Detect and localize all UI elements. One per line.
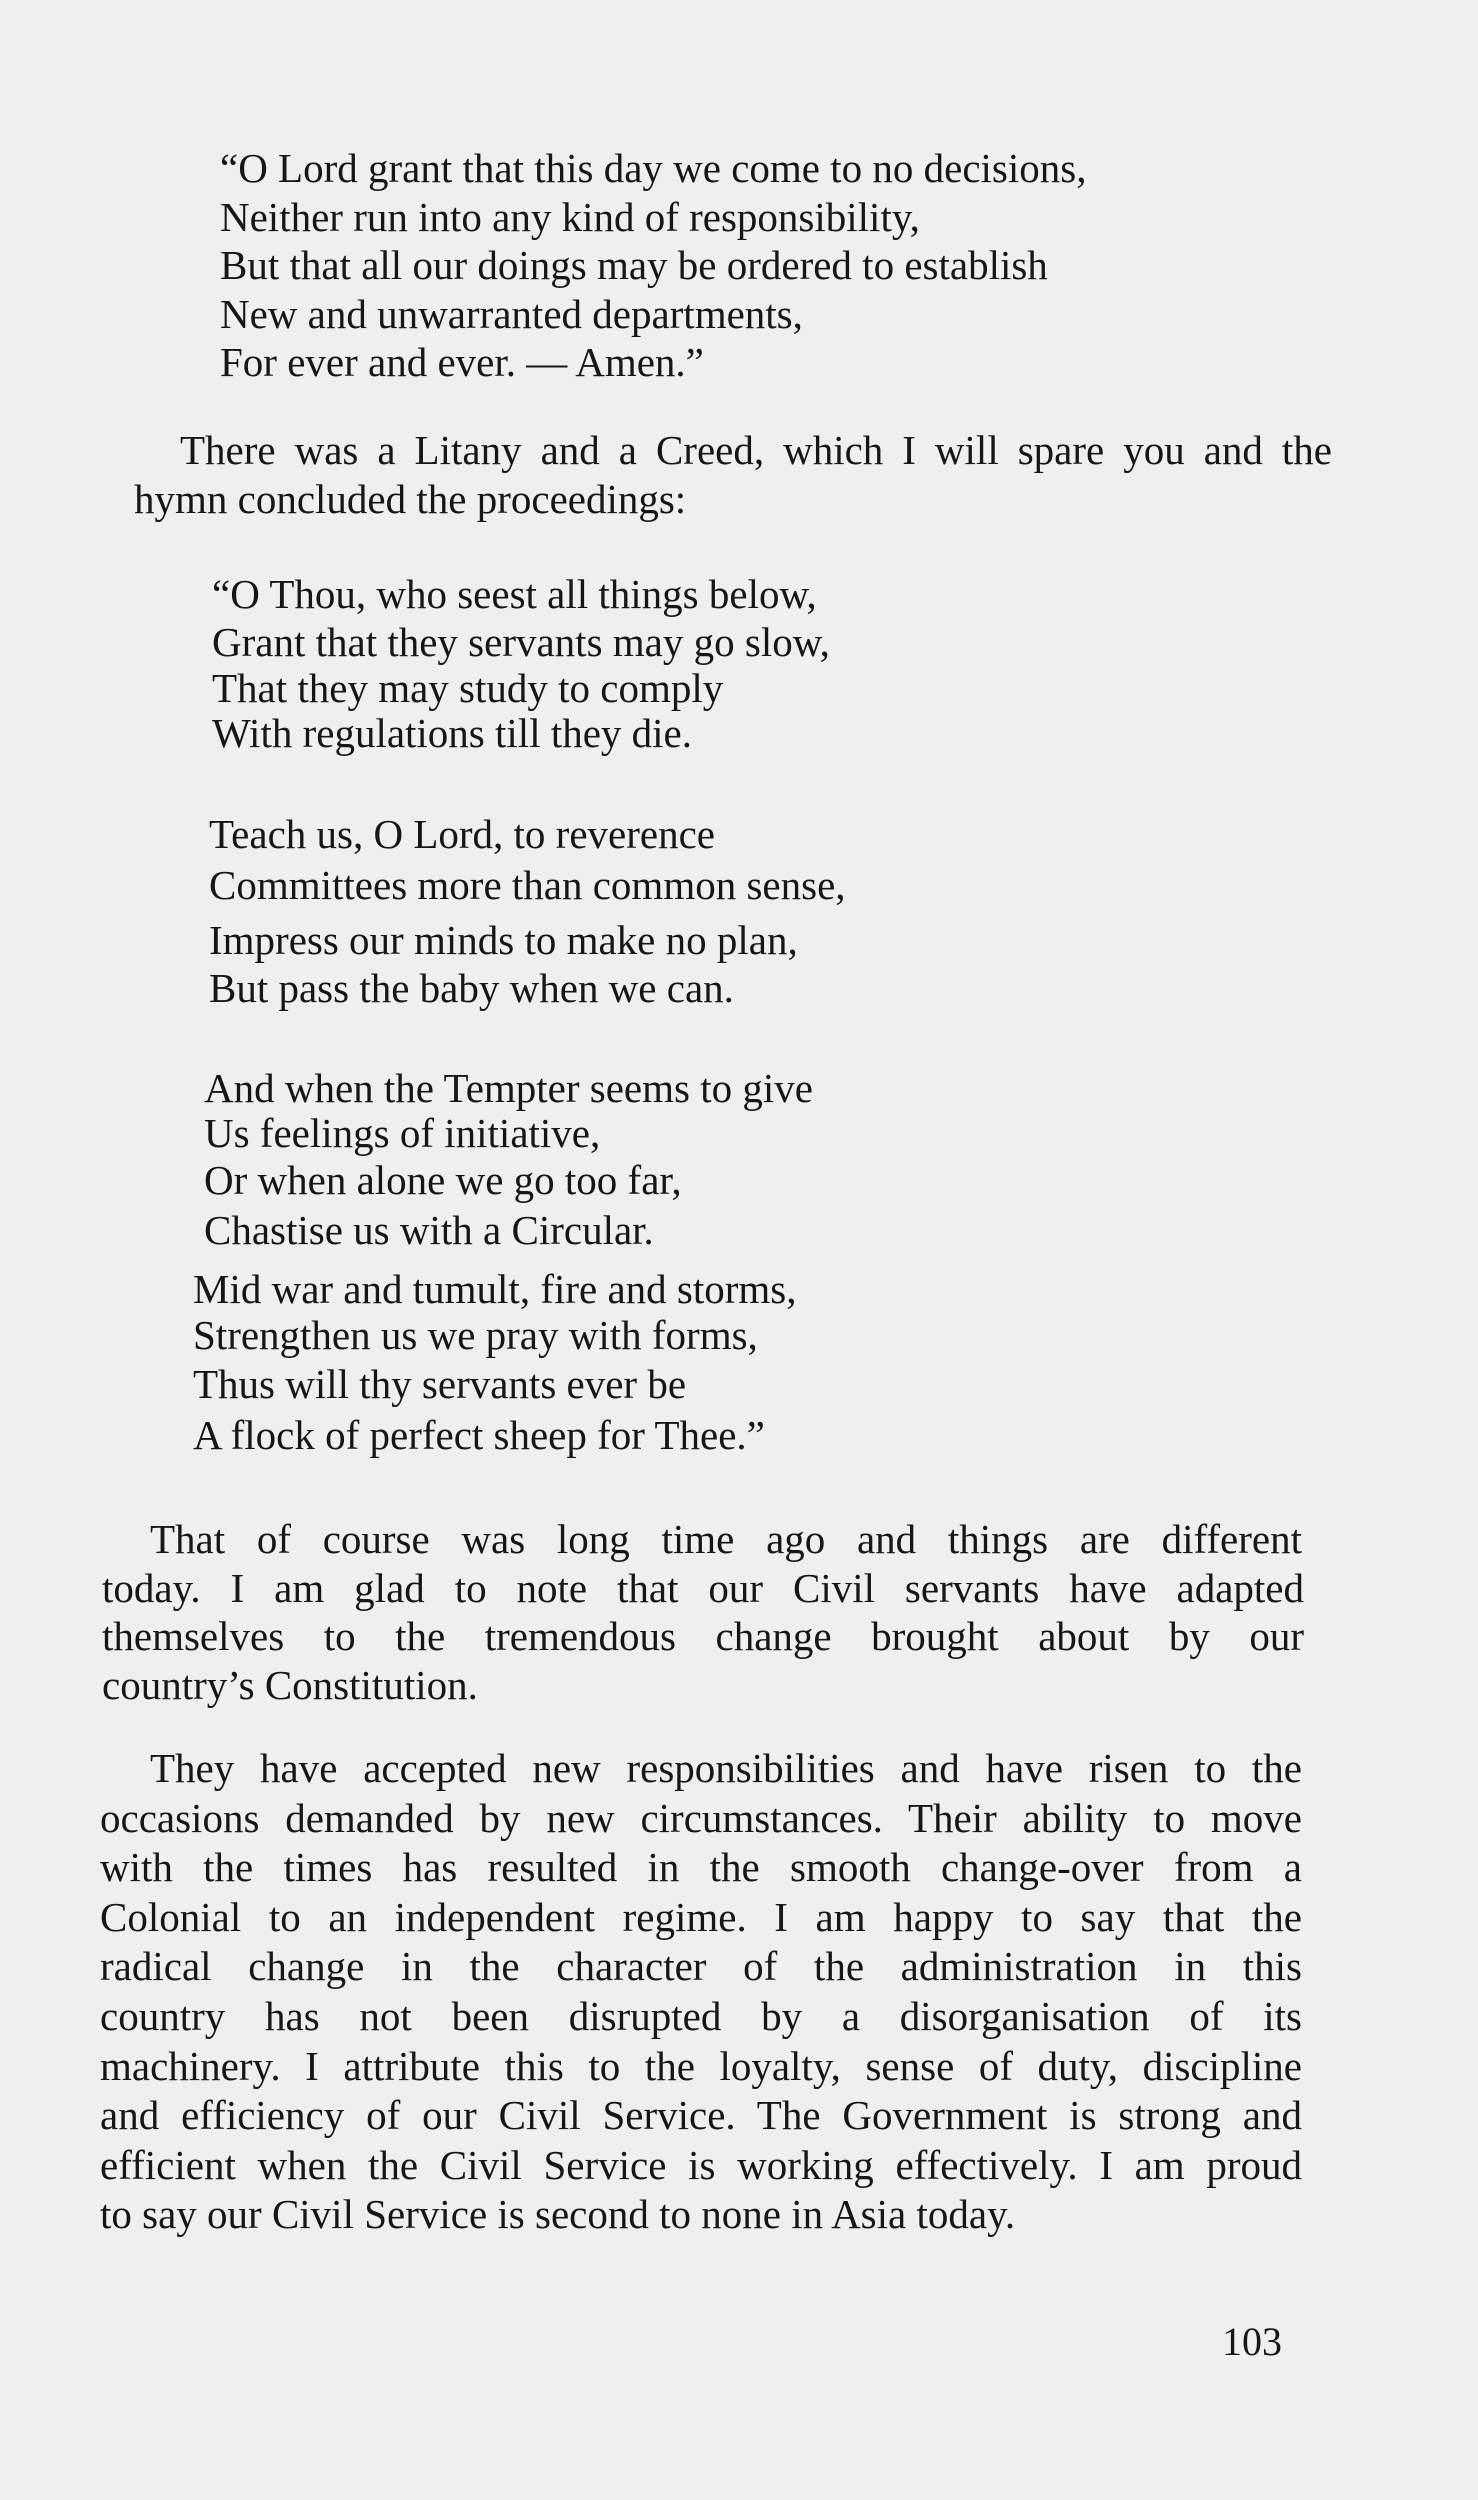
hymn-line: Us feelings of initiative, (204, 1110, 601, 1156)
paragraph-line: with the times has resulted in the smooth change-over from a (100, 1844, 1302, 1891)
paragraph-line: country’s Constitution. (102, 1661, 478, 1708)
hymn-line: Grant that they servants may go slow, (212, 619, 830, 665)
paragraph-line: That of course was long time ago and things are different (150, 1516, 1302, 1562)
paragraph-line: themselves to the tremendous change brought about by our (102, 1613, 1304, 1659)
paragraph-line: to say our Civil Service is second to none in Asia today. (100, 2191, 1016, 2238)
paragraph-line: today. I am glad to note that our Civil servants have adapted (102, 1564, 1304, 1611)
paragraph-line: and efficiency of our Civil Service. The Government is strong and (100, 2092, 1302, 2139)
hymn-line: Or when alone we go too far, (204, 1157, 682, 1203)
hymn-line: With regulations till they die. (212, 710, 693, 756)
prayer-line: New and unwarranted departments, (220, 290, 803, 337)
hymn-line: That they may study to comply (212, 665, 724, 711)
hymn-line: “O Thou, who seest all things below, (212, 571, 817, 617)
intro-paragraph-line: hymn concluded the proceedings: (134, 476, 687, 522)
hymn-line: Thus will thy servants ever be (193, 1361, 687, 1407)
hymn-line: And when the Tempter seems to give (204, 1065, 813, 1111)
paragraph-line: radical change in the character of the administration in this (100, 1943, 1302, 1990)
intro-paragraph-line: There was a Litany and a Creed, which I will spare you and the (180, 427, 1332, 473)
paragraph-line: Colonial to an independent regime. I am happy to say that the (100, 1893, 1302, 1940)
hymn-line: Strengthen us we pray with forms, (193, 1312, 758, 1358)
prayer-line: Neither run into any kind of responsibility, (220, 193, 920, 240)
hymn-line: Committees more than common sense, (209, 862, 846, 908)
hymn-line: Mid war and tumult, fire and storms, (193, 1266, 797, 1312)
hymn-line: Teach us, O Lord, to reverence (209, 811, 715, 857)
hymn-line: A flock of perfect sheep for Thee.” (193, 1412, 765, 1458)
hymn-line: But pass the baby when we can. (209, 965, 734, 1011)
paragraph-line: country has not been disrupted by a disorganisation of its (100, 1993, 1302, 2039)
hymn-line: Chastise us with a Circular. (204, 1207, 654, 1253)
paragraph-line: They have accepted new responsibilities and have risen to the (150, 1745, 1302, 1791)
prayer-line: For ever and ever. — Amen.” (220, 339, 704, 386)
page-number: 103 (1222, 2319, 1282, 2364)
paragraph-line: efficient when the Civil Service is working effectively. I am proud (100, 2141, 1302, 2188)
paragraph-line: machinery. I attribute this to the loyalty, sense of duty, discipline (100, 2042, 1302, 2089)
hymn-line: Impress our minds to make no plan, (209, 917, 798, 963)
paragraph-line: occasions demanded by new circumstances. Their ability to move (100, 1794, 1302, 1841)
prayer-line: “O Lord grant that this day we come to no decisions, (220, 145, 1087, 191)
prayer-line: But that all our doings may be ordered to establish (220, 242, 1048, 289)
